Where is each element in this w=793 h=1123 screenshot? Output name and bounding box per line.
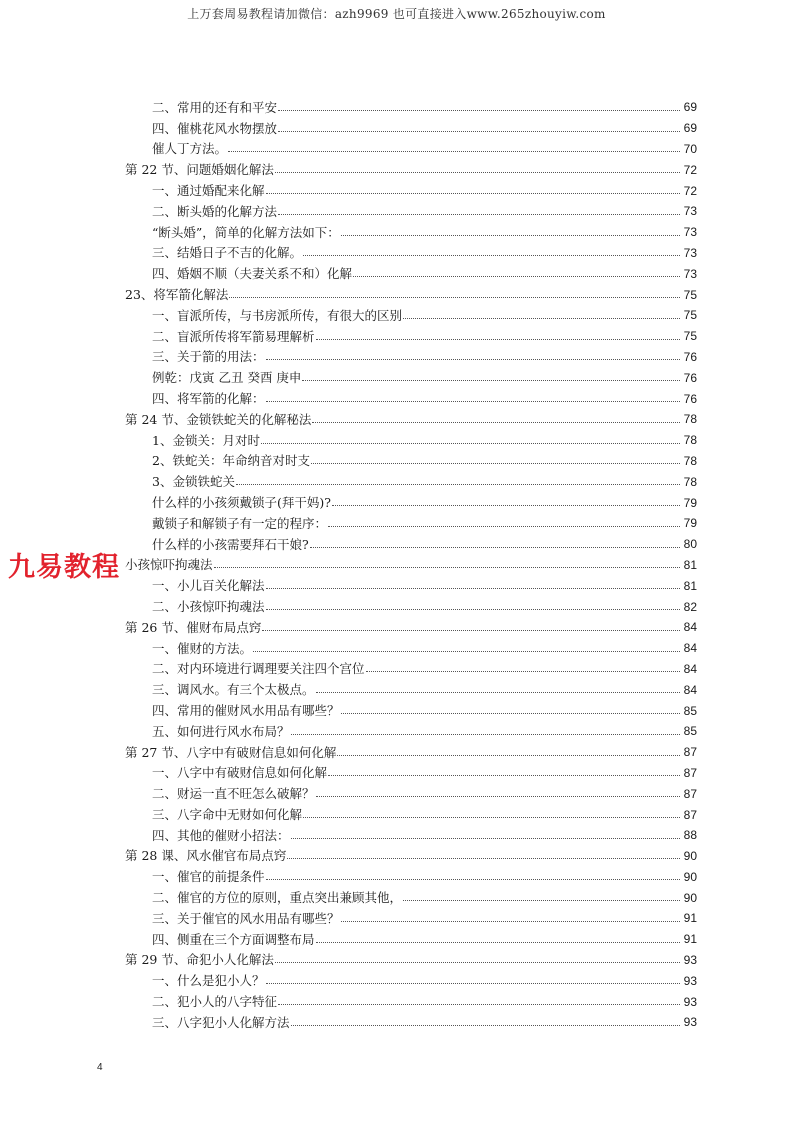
toc-page-number: 81 xyxy=(683,557,697,572)
toc-entry-title: 二、断头婚的化解方法 xyxy=(152,203,278,219)
toc-page-number: 73 xyxy=(683,245,697,260)
toc-page-number: 93 xyxy=(683,953,697,968)
toc-section-entry[interactable] xyxy=(125,323,697,344)
toc-entry-title: 四、侧重在三个方面调整布局 xyxy=(152,931,315,947)
toc-dot-leader xyxy=(316,942,680,943)
toc-entry-title: 四、常用的催财风水用品有哪些？ xyxy=(152,702,340,718)
toc-dot-leader xyxy=(266,588,680,589)
toc-entry-title: 一、小儿百关化解法 xyxy=(152,578,265,594)
toc-dot-leader xyxy=(228,151,680,152)
toc-dot-leader xyxy=(332,505,680,506)
toc-entry-title: 四、催桃花风水物摆放 xyxy=(152,120,278,136)
toc-page-number: 93 xyxy=(683,973,697,988)
toc-page-number: 80 xyxy=(683,537,697,552)
toc-entry-title: 第 26 节、催财布局点窍 xyxy=(125,619,262,635)
toc-dot-leader xyxy=(316,692,680,693)
toc-dot-leader xyxy=(278,110,680,111)
toc-entry-title: 催人丁方法。 xyxy=(152,141,228,157)
toc-page-number: 78 xyxy=(683,474,697,489)
toc-dot-leader xyxy=(328,526,680,527)
toc-page-number: 72 xyxy=(683,183,697,198)
toc-entry-title: 3、金锁铁蛇关 xyxy=(152,474,235,490)
toc-entry-title: 一、盲派所传，与书房派所传，有很大的区别 xyxy=(152,307,403,323)
toc-dot-leader xyxy=(316,339,680,340)
toc-page-number: 70 xyxy=(683,142,697,156)
toc-chapter-entry[interactable] xyxy=(125,281,697,302)
toc-chapter-entry[interactable] xyxy=(125,739,697,760)
toc-entry-title: 第 27 节、八字中有破财信息如何化解 xyxy=(125,744,337,760)
toc-section-entry[interactable] xyxy=(125,801,697,822)
toc-section-entry[interactable] xyxy=(125,115,697,136)
toc-dot-leader xyxy=(341,235,680,236)
watermark-logo: 九易教程 xyxy=(8,552,120,583)
toc-dot-leader xyxy=(403,900,680,901)
toc-page-number: 69 xyxy=(683,121,697,136)
toc-dot-leader xyxy=(266,983,680,984)
toc-entry-title: 戴锁子和解锁子有一定的程序： xyxy=(152,515,328,531)
toc-page-number: 75 xyxy=(683,308,697,323)
toc-page-number: 84 xyxy=(683,661,697,676)
toc-entry-title: 二、盲派所传将军箭易理解析 xyxy=(152,328,315,344)
toc-page-number: 73 xyxy=(683,266,697,281)
toc-section-entry[interactable] xyxy=(125,593,697,614)
toc-section-entry[interactable] xyxy=(125,240,697,261)
toc-entry-title: 二、常用的还有和平安 xyxy=(152,99,278,115)
toc-section-entry[interactable] xyxy=(125,697,697,718)
toc-entry-title: 一、催官的前提条件 xyxy=(152,869,265,885)
toc-entry-title: “断头婚”，简单的化解方法如下： xyxy=(152,224,340,240)
toc-section-entry[interactable] xyxy=(125,863,697,884)
toc-section-entry[interactable] xyxy=(125,364,697,385)
toc-section-entry[interactable] xyxy=(125,302,697,323)
toc-section-entry[interactable] xyxy=(125,884,697,905)
toc-page-number: 91 xyxy=(683,911,697,926)
toc-dot-leader xyxy=(316,796,680,797)
toc-section-entry[interactable] xyxy=(125,718,697,739)
toc-entry-title: 1、金锁关：月对时 xyxy=(152,432,260,448)
toc-page-number: 73 xyxy=(683,204,697,219)
toc-section-entry[interactable] xyxy=(125,427,697,448)
toc-dot-leader xyxy=(278,131,680,132)
toc-chapter-entry[interactable] xyxy=(125,552,697,573)
toc-entry-title: 二、犯小人的八字特征 xyxy=(152,994,278,1010)
toc-page-number: 75 xyxy=(683,287,697,302)
toc-entry-title: 二、催官的方位的原则，重点突出兼顾其他， xyxy=(152,890,403,906)
toc-entry-title: 四、将军箭的化解： xyxy=(152,390,265,406)
toc-section-entry[interactable] xyxy=(125,822,697,843)
toc-dot-leader xyxy=(311,463,680,464)
toc-dot-leader xyxy=(229,297,680,298)
toc-page-number: 87 xyxy=(683,745,697,760)
toc-entry-title: 小孩惊吓拘魂法 xyxy=(125,557,213,573)
toc-entry-title: 三、结婚日子不吉的化解。 xyxy=(152,245,303,261)
toc-dot-leader xyxy=(303,255,680,256)
toc-section-entry[interactable] xyxy=(125,177,697,198)
toc-page-number: 78 xyxy=(683,433,697,448)
toc-section-entry[interactable] xyxy=(125,344,697,365)
toc-page-number: 88 xyxy=(683,828,697,843)
toc-dot-leader xyxy=(262,630,680,631)
toc-dot-leader xyxy=(253,651,680,652)
toc-section-entry[interactable] xyxy=(125,635,697,656)
toc-dot-leader xyxy=(341,713,680,714)
toc-entry-title: 一、通过婚配来化解 xyxy=(152,182,265,198)
toc-dot-leader xyxy=(261,443,680,444)
toc-dot-leader xyxy=(287,858,680,859)
toc-section-entry[interactable] xyxy=(125,988,697,1009)
toc-entry-title: 一、八字中有破财信息如何化解 xyxy=(152,765,328,781)
toc-page-number: 78 xyxy=(683,412,697,427)
toc-chapter-entry[interactable] xyxy=(125,843,697,864)
toc-entry-title: 五、如何进行风水布局？ xyxy=(152,723,290,739)
toc-page-number: 87 xyxy=(683,765,697,780)
toc-page-number: 81 xyxy=(683,578,697,593)
toc-section-entry[interactable] xyxy=(125,572,697,593)
toc-entry-title: 第 29 节、命犯小人化解法 xyxy=(125,952,274,968)
toc-section-entry[interactable] xyxy=(125,219,697,240)
toc-dot-leader xyxy=(278,1004,680,1005)
toc-section-entry[interactable] xyxy=(125,780,697,801)
toc-section-entry[interactable] xyxy=(125,385,697,406)
toc-page-number: 93 xyxy=(683,1015,697,1030)
toc-dot-leader xyxy=(266,193,680,194)
toc-section-entry[interactable] xyxy=(125,676,697,697)
toc-dot-leader xyxy=(275,962,680,963)
toc-dot-leader xyxy=(266,401,680,402)
toc-section-entry[interactable] xyxy=(125,198,697,219)
toc-entry-title: 三、调风水。有三个太极点。 xyxy=(152,682,315,698)
toc-page-number: 69 xyxy=(683,100,697,115)
toc-entry-title: 二、小孩惊吓拘魂法 xyxy=(152,598,265,614)
toc-dot-leader xyxy=(236,484,680,485)
toc-entry-title: 23、将军箭化解法 xyxy=(125,286,229,302)
toc-entry-title: 一、什么是犯小人？ xyxy=(152,973,265,989)
toc-dot-leader xyxy=(337,755,680,756)
toc-chapter-entry[interactable] xyxy=(125,406,697,427)
toc-section-entry[interactable] xyxy=(125,531,697,552)
toc-page-number: 76 xyxy=(683,370,697,385)
toc-section-entry[interactable] xyxy=(125,468,697,489)
toc-dot-leader xyxy=(403,318,680,319)
toc-page-number: 90 xyxy=(683,849,697,864)
toc-entry-title: 什么样的小孩需要拜石干娘? xyxy=(152,536,309,552)
toc-page-number: 91 xyxy=(683,932,697,947)
toc-dot-leader xyxy=(214,567,680,568)
toc-dot-leader xyxy=(278,214,680,215)
toc-dot-leader xyxy=(275,172,680,173)
toc-section-entry[interactable] xyxy=(125,94,697,115)
toc-dot-leader xyxy=(303,817,680,818)
toc-page-number: 90 xyxy=(683,869,697,884)
toc-dot-leader xyxy=(266,609,680,610)
toc-page-number: 85 xyxy=(683,703,697,718)
toc-entry-title: 二、财运一直不旺怎么破解？ xyxy=(152,786,315,802)
toc-section-entry[interactable] xyxy=(125,905,697,926)
toc-dot-leader xyxy=(341,921,680,922)
toc-dot-leader xyxy=(328,775,680,776)
toc-page-number: 79 xyxy=(683,495,697,510)
toc-section-entry[interactable] xyxy=(125,967,697,988)
toc-page-number: 84 xyxy=(683,682,697,697)
toc-page-number: 84 xyxy=(683,641,697,656)
toc-entry-title: 三、八字犯小人化解方法 xyxy=(152,1014,290,1030)
toc-section-entry[interactable] xyxy=(125,656,697,677)
toc-entry-title: 第 24 节、金锁铁蛇关的化解秘法 xyxy=(125,411,312,427)
toc-entry-title: 一、催财的方法。 xyxy=(152,640,253,656)
toc-page-number: 76 xyxy=(683,349,697,364)
toc-entry-title: 例乾：戊寅 乙丑 癸酉 庚申 xyxy=(152,370,302,386)
table-of-contents xyxy=(125,94,697,1030)
toc-page-number: 78 xyxy=(683,453,697,468)
toc-section-entry[interactable] xyxy=(125,760,697,781)
toc-page-number: 73 xyxy=(683,225,697,240)
toc-section-entry[interactable] xyxy=(125,926,697,947)
toc-page-number: 85 xyxy=(683,724,697,739)
toc-page-number: 87 xyxy=(683,786,697,801)
toc-entry-title: 四、其他的催财小招法： xyxy=(152,827,290,843)
toc-dot-leader xyxy=(302,380,680,381)
toc-section-entry[interactable] xyxy=(125,260,697,281)
toc-entry-title: 三、关于催官的风水用品有哪些？ xyxy=(152,910,340,926)
toc-page-number: 84 xyxy=(683,620,697,635)
toc-entry-title: 第 22 节、问题婚姻化解法 xyxy=(125,162,274,178)
toc-dot-leader xyxy=(291,1025,680,1026)
toc-page-number: 82 xyxy=(683,599,697,614)
toc-dot-leader xyxy=(366,671,680,672)
toc-entry-title: 三、关于箭的用法： xyxy=(152,349,265,365)
toc-dot-leader xyxy=(353,276,680,277)
toc-entry-title: 第 28 课、风水催官布局点窍 xyxy=(125,848,287,864)
toc-entry-title: 2、铁蛇关：年命纳音对时支 xyxy=(152,453,310,469)
toc-entry-title: 四、婚姻不顺（夫妻关系不和）化解 xyxy=(152,266,353,282)
toc-page-number: 93 xyxy=(683,994,697,1009)
toc-page-number: 75 xyxy=(683,329,697,344)
toc-chapter-entry[interactable] xyxy=(125,947,697,968)
toc-section-entry[interactable] xyxy=(125,136,697,157)
toc-page-number: 76 xyxy=(683,391,697,406)
toc-entry-title: 什么样的小孩须戴锁子(拜干妈)? xyxy=(152,494,331,510)
page-header: 上万套周易教程请加微信：azh9969 也可直接进入www.265zhouyiw.com xyxy=(187,7,606,21)
toc-section-entry[interactable] xyxy=(125,1009,697,1030)
toc-page-number: 87 xyxy=(683,807,697,822)
toc-page-number: 72 xyxy=(683,162,697,177)
toc-page-number: 90 xyxy=(683,890,697,905)
toc-section-entry[interactable] xyxy=(125,448,697,469)
toc-section-entry[interactable] xyxy=(125,489,697,510)
toc-dot-leader xyxy=(266,359,680,360)
toc-dot-leader xyxy=(291,734,680,735)
toc-chapter-entry[interactable] xyxy=(125,156,697,177)
page-number: 4 xyxy=(97,1062,103,1073)
toc-dot-leader xyxy=(291,838,680,839)
toc-dot-leader xyxy=(310,547,680,548)
toc-entry-title: 三、八字命中无财如何化解 xyxy=(152,806,303,822)
toc-page-number: 79 xyxy=(683,516,697,531)
toc-dot-leader xyxy=(266,879,680,880)
toc-entry-title: 二、对内环境进行调理要关注四个宫位 xyxy=(152,661,365,677)
toc-dot-leader xyxy=(312,422,680,423)
toc-section-entry[interactable] xyxy=(125,510,697,531)
toc-chapter-entry[interactable] xyxy=(125,614,697,635)
